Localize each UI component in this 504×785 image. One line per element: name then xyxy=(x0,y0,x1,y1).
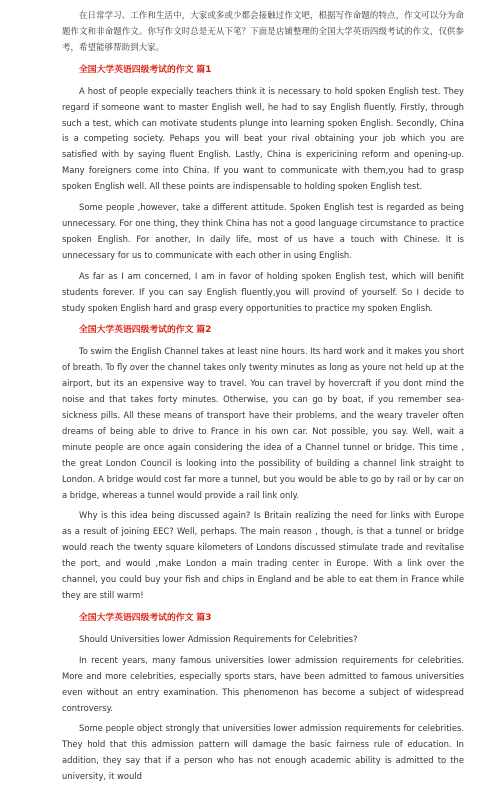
section-2-paragraph-2: Why is this idea being discussed again? Is Britain realizing the need for links with Europe as a result of joining EEC? Well, perhaps. The main reason , though, is that a tunnel or bridge would reach the twenty square kilometers of Londons discussed stimulate trade and revitalise the port, and would ,make London a main trading center in Europe. With a link over the channel, you could buy your fish and chips in England and be able to eat them in France while they are still warm! xyxy=(62,510,464,600)
section-1-paragraph-2: Some people ,however, take a different attitude. Spoken English test is regarded as being unnecessary. For one thing, they think China has not a good language circumstance to practice spoken English. For another, In daily life, most of us have a touch with Chinese. It is unnecessary for us to communicate with each other in using English. xyxy=(62,202,464,260)
section-1-paragraph-3: As far as I am concerned, I am in favor of holding spoken English test, which will benifit students forever. If you can say English fluently,you will provind of yourself. So I decide to study spoken English hard and grasp every opportunities to practice my spoken English. xyxy=(62,270,464,313)
section-2-paragraph-1: To swim the English Channel takes at least nine hours. Its hard work and it makes you short of breath. To fly over the channel takes only twenty minutes as long as youre not held up at the airport, but its an expensive way to travel. You can travel by hovercraft if you dont mind the noise and that takes forty minutes. Otherwise, you can go by boat, if you remember sea-sickness pills. All these means of transport have their problems, and the weary traveler often dreams of being able to drive to France in his own car. Not possible, you say. Well, wait a minute people are once again considering the idea of a Channel tunnel or bridge. This time , the great London Council is looking into the possibility of building a channel link straight to London. A bridge would cost far more a tunnel, but you would be able to go by rail or by car on a bridge, whereas a tunnel would provide a rail link only. xyxy=(62,346,464,500)
section-heading-1: 全国大学英语四级考试的作文 篇1 xyxy=(79,64,212,75)
intro-paragraph: 在日常学习、工作和生活中，大家或多或少都会接触过作文吧，根据写作命题的特点，作文可以分为命题作文和非命题作文。你写作文时总是无从下笔？下面是店铺整理的全国大学英语四级考试的作文，仅供参考，希望能够帮助到大家。 xyxy=(62,10,464,52)
section-3-paragraph-2: In recent years, many famous universities lower admission requirements for celebrities. More and more celebrities, especially sports stars, have been admitted to famous universities even without an entry examination. This phenomenon has become a subject of widespread controversy. xyxy=(62,654,464,713)
section-3-paragraph-3: Some people object strongly that universities lower admission requirements for celebrities. They hold that this admission pattern will damage the basic fairness rule of education. In addition, they say that if a person who has not enough academic ability is admitted to the university, it would xyxy=(62,723,464,782)
section-1-paragraph-1: A host of people expecially teachers think it is necessary to hold spoken English test. They regard if someone want to master English well, he had to say English fluently. Firstly, through such a test, which can motivate students plunge into learning spoken English. Secondly, China is a competing society. Pehaps you will beat your rival obtaining your job which you are satisfied with by saying fluent English. Lastly, China is expericining reform and opening-up. Many foreigners come into China. If you want to communicate with them,you had to grasp spoken English well. All these points are indispensable to holding spoken English test. xyxy=(62,85,464,192)
section-heading-3: 全国大学英语四级考试的作文 篇3 xyxy=(79,612,212,623)
section-heading-2: 全国大学英语四级考试的作文 篇2 xyxy=(79,325,212,336)
section-3-paragraph-1: Should Universities lower Admission Requirements for Celebrities? xyxy=(79,633,358,644)
